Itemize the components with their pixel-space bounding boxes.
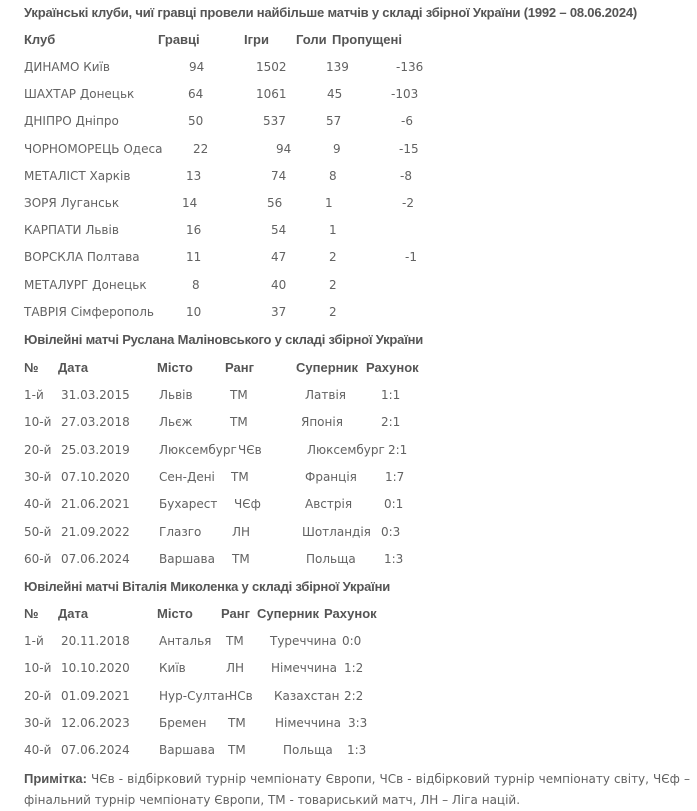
clubs-cell: 56 <box>267 196 283 210</box>
clubs-cell: ЗОРЯ Луганськ <box>24 196 120 210</box>
malinovskyi-cell: 1-й <box>24 388 44 402</box>
malinovskyi-cell: Японія <box>301 415 343 430</box>
clubs-cell: -6 <box>401 114 413 129</box>
malinovskyi-cell: Польща <box>306 551 356 566</box>
mykolenko-cell: ЛН <box>226 661 245 676</box>
clubs-cell: -136 <box>396 60 424 74</box>
clubs-cell: 94 <box>276 141 292 156</box>
clubs-cell: 74 <box>271 168 287 183</box>
malinovskyi-cell: 1:1 <box>381 388 401 402</box>
malinovskyi-cell: Сен-Дені <box>159 469 215 484</box>
mykolenko-cell: Анталья <box>159 634 212 648</box>
mykolenko-cell: 0:0 <box>342 634 362 648</box>
clubs-cell: ДИНАМО Київ <box>24 60 110 74</box>
malinovskyi-cell: ТМ <box>230 415 248 430</box>
clubs-cell: 2 <box>329 250 337 265</box>
malinovskyi-cell: ЛН <box>232 524 251 539</box>
malinovskyi-cell: 25.03.2019 <box>61 442 130 457</box>
malinovskyi-cell: 10-й <box>24 415 52 430</box>
clubs-cell: МЕТАЛІСТ Харків <box>24 168 131 183</box>
mykolenko-cell: 2:2 <box>344 688 364 703</box>
mykolenko-cell: Польща <box>283 743 333 758</box>
clubs-cell: 1 <box>329 223 337 238</box>
mykolenko-cell: Київ <box>159 661 186 676</box>
malinovskyi-cell: 0:3 <box>381 524 401 539</box>
clubs-cell: 2 <box>329 304 337 319</box>
mykolenko-cell: 1:2 <box>344 661 364 676</box>
clubs-cell: 50 <box>188 114 204 129</box>
mykolenko-cell: 20-й <box>24 688 52 703</box>
malinovskyi-cell: 21.06.2021 <box>61 497 130 512</box>
malinovskyi-cell: 30-й <box>24 469 52 484</box>
clubs-header-2: Ігри <box>244 32 269 47</box>
clubs-cell: 10 <box>186 304 202 319</box>
mykolenko-cell: 01.09.2021 <box>61 688 130 703</box>
mykolenko-cell: 07.06.2024 <box>61 743 130 758</box>
mykolenko-header-1: Дата <box>58 606 89 621</box>
clubs-title: Українські клуби, чиї гравці провели найбільше матчів у складі збірної України (1992 – 08.06.2024) <box>24 5 638 20</box>
malinovskyi-cell: 27.03.2018 <box>61 415 130 430</box>
clubs-cell: 40 <box>271 277 287 292</box>
clubs-cell: 8 <box>192 277 200 292</box>
clubs-cell: 9 <box>333 141 341 156</box>
mykolenko-cell: Туреччина <box>270 634 337 648</box>
mykolenko-cell: 40-й <box>24 743 52 758</box>
mykolenko-cell: Варшава <box>159 743 215 758</box>
malinovskyi-cell: Франція <box>305 469 357 484</box>
mykolenko-cell: 1-й <box>24 634 44 648</box>
malinovskyi-cell: Люксембург <box>307 442 385 457</box>
malinovskyi-cell: 0:1 <box>384 497 404 512</box>
mykolenko-cell: ТМ <box>228 715 246 730</box>
clubs-cell: 1061 <box>256 87 287 102</box>
malinovskyi-cell: Глазго <box>159 524 202 539</box>
malinovskyi-cell: 60-й <box>24 551 52 566</box>
clubs-cell: -103 <box>391 87 419 102</box>
mykolenko-cell: 10.10.2020 <box>61 661 130 676</box>
mykolenko-cell: 3:3 <box>348 715 368 730</box>
malinovskyi-cell: 07.06.2024 <box>61 551 130 566</box>
clubs-cell: 537 <box>263 114 286 129</box>
clubs-cell: МЕТАЛУРГ Донецьк <box>24 277 147 292</box>
clubs-cell: 37 <box>271 304 287 319</box>
footnote-label: Примітка: <box>24 771 87 786</box>
malinovskyi-cell: ТМ <box>231 469 249 484</box>
malinovskyi-cell: ТМ <box>230 388 248 402</box>
malinovskyi-cell: 1:7 <box>385 469 405 484</box>
malinovskyi-cell: 20-й <box>24 442 52 457</box>
clubs-cell: 54 <box>271 223 287 238</box>
footnote <box>24 768 690 811</box>
mykolenko-cell: 30-й <box>24 715 52 730</box>
clubs-cell: ЧОРНОМОРЕЦЬ Одеса <box>24 141 163 156</box>
clubs-cell: 1 <box>325 196 333 210</box>
malinovskyi-cell: Бухарест <box>159 497 218 512</box>
clubs-cell: 8 <box>329 168 337 183</box>
clubs-cell: -15 <box>399 141 419 156</box>
mykolenko-cell: 20.11.2018 <box>61 634 130 648</box>
malinovskyi-cell: Варшава <box>159 551 215 566</box>
clubs-cell: 1502 <box>256 60 287 74</box>
clubs-cell: ТАВРІЯ Сімферополь <box>24 304 154 319</box>
malinovskyi-cell: Латвія <box>305 388 346 402</box>
mykolenko-cell: 12.06.2023 <box>61 715 130 730</box>
mykolenko-header-0: № <box>24 606 39 621</box>
clubs-cell: КАРПАТИ Львів <box>24 223 119 238</box>
footnote-text: ЧЄв - відбірковий турнір чемпіонату Європи, ЧСв - відбірковий турнір чемпіонату світу, ЧЄф – фінальний турнір чемпіонату Європи, ТМ - товариський матч, ЛН – Ліга націй. <box>24 772 690 807</box>
clubs-cell: ШАХТАР Донецьк <box>24 87 135 102</box>
mykolenko-header-3: Ранг <box>221 606 250 621</box>
malinovskyi-cell: Австрія <box>305 497 353 512</box>
malinovskyi-cell: Люксембург <box>159 442 237 457</box>
clubs-cell: 22 <box>193 141 209 156</box>
clubs-cell: 47 <box>271 250 287 265</box>
mykolenko-cell: 10-й <box>24 661 52 676</box>
clubs-header-4: Пропущені <box>332 32 402 47</box>
clubs-cell: 94 <box>189 60 205 74</box>
clubs-cell: 11 <box>186 250 202 265</box>
mykolenko-title: Ювілейні матчі Віталія Миколенка у складі збірної України <box>24 579 391 594</box>
mykolenko-cell: Бремен <box>159 715 207 730</box>
malinovskyi-cell: 21.09.2022 <box>61 524 130 539</box>
clubs-cell: 16 <box>186 223 202 238</box>
malinovskyi-header-2: Місто <box>157 360 193 375</box>
malinovskyi-cell: 07.10.2020 <box>61 469 130 484</box>
clubs-cell: ДНІПРО Дніпро <box>24 114 119 129</box>
mykolenko-header-5: Рахунок <box>324 606 377 621</box>
mykolenko-cell: ЧСв <box>229 688 253 703</box>
malinovskyi-cell: 50-й <box>24 524 52 539</box>
mykolenko-header-4: Суперник <box>257 606 319 621</box>
clubs-cell: 57 <box>326 114 342 129</box>
clubs-header-1: Гравці <box>158 32 200 47</box>
malinovskyi-cell: ТМ <box>232 551 250 566</box>
clubs-cell: 64 <box>188 87 204 102</box>
malinovskyi-cell: 1:3 <box>384 551 404 566</box>
malinovskyi-header-4: Суперник <box>296 360 358 375</box>
mykolenko-header-2: Місто <box>157 606 193 621</box>
clubs-cell: 13 <box>186 168 202 183</box>
malinovskyi-cell: Льєж <box>159 415 193 430</box>
malinovskyi-cell: 31.03.2015 <box>61 388 130 402</box>
malinovskyi-cell: ЧЄф <box>234 497 261 512</box>
clubs-header-3: Голи <box>296 32 327 47</box>
malinovskyi-cell: 2:1 <box>388 442 408 457</box>
clubs-header-0: Клуб <box>24 32 56 47</box>
mykolenko-cell: Німеччина <box>271 661 337 676</box>
mykolenko-cell: 1:3 <box>347 743 367 758</box>
clubs-cell: -1 <box>405 250 417 265</box>
malinovskyi-cell: ЧЄв <box>238 442 262 457</box>
clubs-cell: 45 <box>327 87 343 102</box>
clubs-cell: -2 <box>402 196 414 210</box>
malinovskyi-header-3: Ранг <box>225 360 254 375</box>
malinovskyi-header-5: Рахунок <box>366 360 419 375</box>
malinovskyi-cell: 40-й <box>24 497 52 512</box>
malinovskyi-cell: 2:1 <box>381 415 401 430</box>
malinovskyi-title: Ювілейні матчі Руслана Маліновського у складі збірної України <box>24 332 424 347</box>
malinovskyi-header-0: № <box>24 360 39 375</box>
clubs-cell: 139 <box>326 60 349 74</box>
mykolenko-cell: Нур-Султан <box>159 688 233 703</box>
mykolenko-cell: Казахстан <box>274 688 340 703</box>
clubs-cell: 2 <box>329 277 337 292</box>
clubs-cell: 14 <box>182 196 198 210</box>
mykolenko-cell: ТМ <box>226 634 244 648</box>
clubs-cell: ВОРСКЛА Полтава <box>24 250 140 265</box>
mykolenko-cell: Німеччина <box>275 715 341 730</box>
clubs-cell: -8 <box>400 168 412 183</box>
malinovskyi-cell: Шотландія <box>302 524 371 539</box>
malinovskyi-cell: Львів <box>159 388 193 402</box>
mykolenko-cell: ТМ <box>228 743 246 758</box>
malinovskyi-header-1: Дата <box>58 360 89 375</box>
